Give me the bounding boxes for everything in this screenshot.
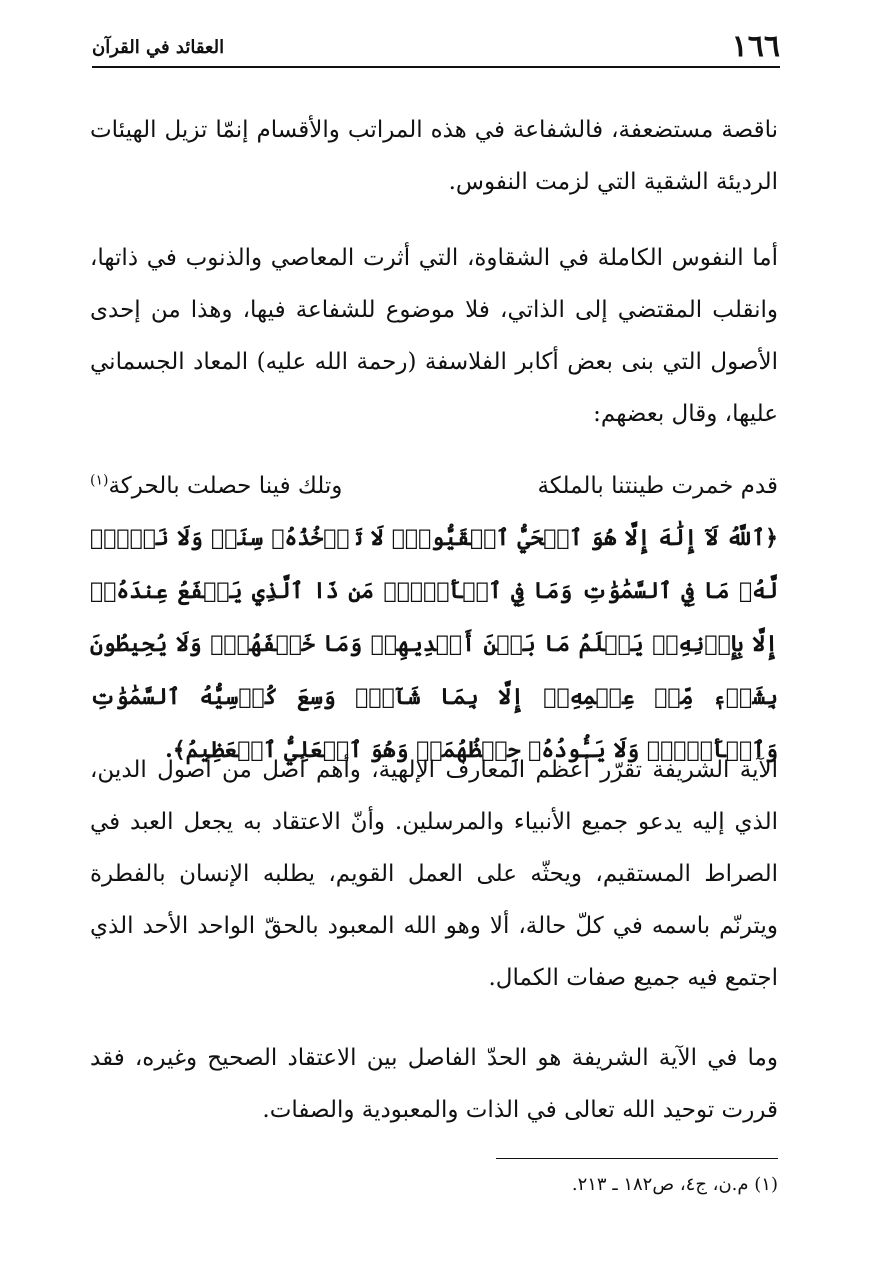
verse-hemistich-second-text: وتلك فينا حصلت بالحركة	[108, 473, 343, 499]
poetry-verse	[90, 460, 778, 512]
verse-hemistich-second	[90, 460, 342, 512]
verse-hemistich-first: قدم خمرت طينتنا بالملكة	[537, 473, 778, 499]
footnote: (١) م.ن، ج٤، ص١٨٢ ـ ٢١٣.	[571, 1174, 778, 1195]
paragraph-intercession: ناقصة مستضعفة، فالشفاعة في هذه المراتب والأقسام إنمّا تزيل الهيئات الرديئة الشقية التي لزمت النفوس.	[90, 117, 778, 195]
paragraph-verse-boundary: وما في الآية الشريفة هو الحدّ الفاصل بين الاعتقاد الصحيح وغيره، فقد قررت توحيد الله تعالى في الذات والمعبودية والصفات.	[90, 1045, 778, 1123]
page-number: ١٦٦	[731, 29, 780, 64]
running-title: العقائد في القرآن	[92, 37, 225, 58]
paragraph-perfect-souls: أما النفوس الكاملة في الشقاوة، التي أثرت المعاصي والذنوب في ذاتها، وانقلب المقتضي إلى الذاتي، فلا موضوع للشفاعة فيها، وهذا من إحدى الأصول التي بنى بعض أكابر الفلاسفة (رحمة الله عليه) المعاد الجسماني عليها، وقال بعضهم:	[90, 245, 778, 427]
paragraph-verse-explanation: الآية الشريفة تقرّر أعظم المعارف الإلهية، وأهم أصل من أصول الدين، الذي إليه يدعو جميع الأنبياء والمرسلين. وأنّ الاعتقاد به يجعل العبد في الصراط المستقيم، ويحثّه على العمل القويم، يطلبه الإنسان بالفطرة ويترنّم باسمه في كلّ حالة، ألا وهو الله المعبود بالحقّ الواحد الأحد الذي اجتمع فيه جميع صفات الكمال.	[90, 757, 778, 991]
footnote-marker: (١)	[90, 472, 109, 489]
page-header	[92, 30, 780, 68]
footnote-divider	[496, 1158, 778, 1159]
quran-ayat-al-kursi: ﴿ٱللَّهُ لَآ إِلَٰهَ إِلَّا هُوَ ٱلۡحَيُّ ٱلۡقَيُّومُۚ لَا تَأۡخُذُهُۥ سِنَةٞ وَلَا نَوۡمٞۚ لَّهُۥ مَا فِي ٱلسَّمَٰوَٰتِ وَمَا فِي ٱلۡأَرۡضِۗ مَن ذَا ٱلَّذِي يَشۡفَعُ عِندَهُۥٓ إِلَّا بِإِذۡنِهِۦۚ يَعۡلَمُ مَا بَيۡنَ أَيۡدِيهِمۡ وَمَا خَلۡفَهُمۡۖ وَلَا يُحِيطُونَ بِشَيۡءٖ مِّنۡ عِلۡمِهِۦٓ إِلَّا بِمَا شَآءَۚ وَسِعَ كُرۡسِيُّهُ ٱلسَّمَٰوَٰتِ وَٱلۡأَرۡضَۖ وَلَا يَـُٔودُهُۥ حِفۡظُهُمَاۚ وَهُوَ ٱلۡعَلِيُّ ٱلۡعَظِيمُ﴾.	[90, 525, 778, 763]
